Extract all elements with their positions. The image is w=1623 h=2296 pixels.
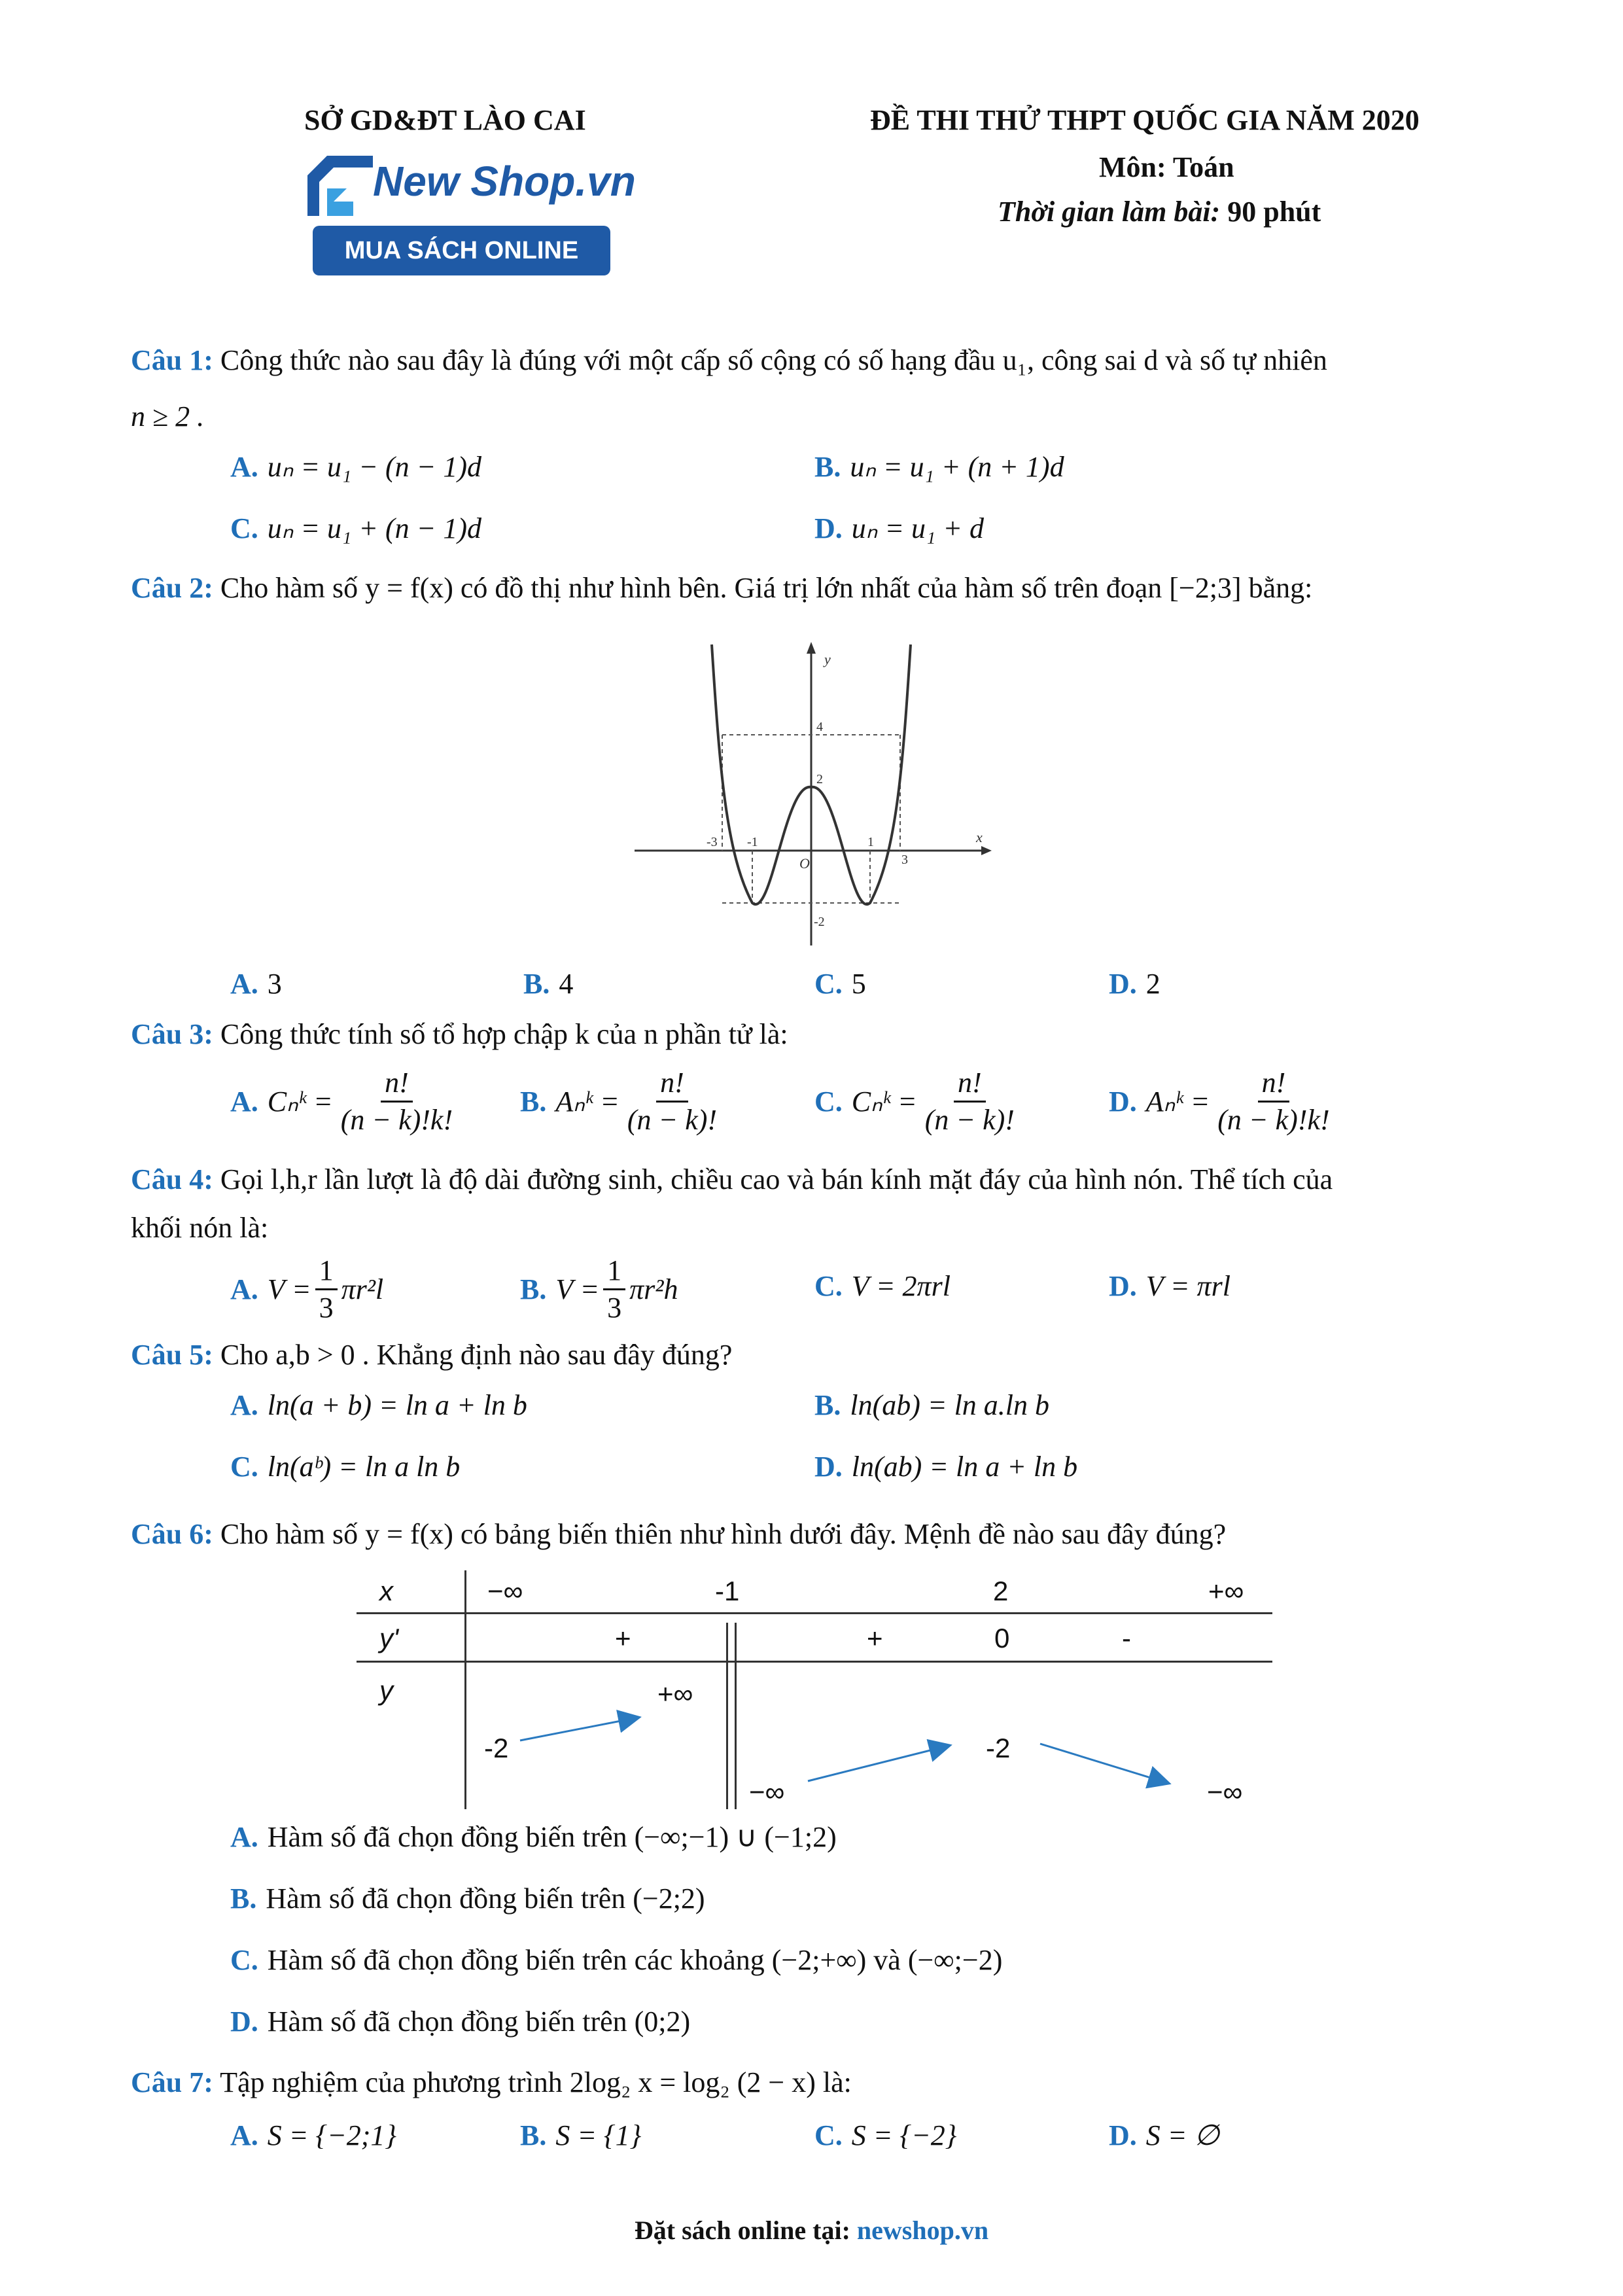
option-value: Hàm số đã chọn đồng biến trên (0;2) bbox=[267, 2005, 691, 2038]
option-value: 5 bbox=[851, 968, 866, 1000]
option-lhs: V = bbox=[555, 1273, 600, 1305]
option-letter: C. bbox=[230, 1944, 258, 1976]
q5-option-c[interactable] bbox=[230, 1450, 460, 1483]
option-fraction bbox=[337, 1065, 457, 1138]
option-letter: C. bbox=[814, 2119, 843, 2151]
footer-link[interactable]: newshop.vn bbox=[856, 2216, 989, 2245]
exam-time bbox=[998, 195, 1321, 228]
graph-tick-neg1: -1 bbox=[747, 835, 758, 849]
q1-label: Câu 1: bbox=[131, 344, 213, 376]
table-y-header: y bbox=[379, 1675, 393, 1706]
frac-num: n! bbox=[381, 1065, 413, 1103]
option-letter: C. bbox=[230, 1451, 258, 1483]
option-letter: D. bbox=[230, 2005, 258, 2038]
option-lhs: V = bbox=[267, 1273, 311, 1305]
footer bbox=[0, 2215, 1623, 2246]
graph-origin-label: O bbox=[799, 855, 810, 872]
table-yp-header: y' bbox=[379, 1623, 399, 1653]
graph-tick-neg2: -2 bbox=[814, 915, 825, 929]
table-arrows bbox=[357, 1570, 1272, 1809]
option-value: 3 bbox=[267, 968, 282, 1000]
function-graph bbox=[628, 638, 994, 952]
logo-arrow-icon bbox=[307, 156, 373, 216]
q1-text: Công thức nào sau đây là đúng với một cấp số cộng có số hạng đầu u₁, công sai d và số tự nhiên bbox=[220, 344, 1327, 376]
option-value: 4 bbox=[559, 968, 574, 1000]
q4-text-cont: khối nón là: bbox=[131, 1212, 269, 1244]
q1-option-a[interactable] bbox=[230, 450, 481, 484]
option-value: uₙ = u₁ + d bbox=[851, 512, 984, 544]
q5-option-b[interactable] bbox=[814, 1388, 1049, 1422]
option-value: V = 2πrl bbox=[851, 1270, 951, 1302]
option-fraction bbox=[1213, 1065, 1333, 1138]
q2-label: Câu 2: bbox=[131, 572, 213, 604]
question-7 bbox=[131, 2062, 852, 2103]
q6-text: Cho hàm số y = f(x) có bảng biến thiên như hình dưới đây. Mệnh đề nào sau đây đúng? bbox=[220, 1518, 1227, 1550]
q2-option-a[interactable] bbox=[230, 967, 282, 1000]
option-lhs: Cₙᵏ = bbox=[267, 1086, 333, 1118]
frac-den: 3 bbox=[607, 1292, 622, 1324]
option-letter: A. bbox=[230, 1389, 258, 1421]
q5-option-a[interactable] bbox=[230, 1388, 527, 1422]
graph-tick-3: 3 bbox=[901, 853, 908, 867]
option-letter: B. bbox=[814, 1389, 841, 1421]
graph-tick-4: 4 bbox=[816, 720, 823, 734]
option-value: S = ∅ bbox=[1145, 2119, 1219, 2151]
option-letter: B. bbox=[520, 1086, 547, 1118]
q4-option-b[interactable] bbox=[520, 1253, 678, 1326]
question-5 bbox=[131, 1335, 732, 1375]
option-fraction bbox=[623, 1065, 721, 1138]
table-sign: + bbox=[867, 1623, 883, 1653]
logo-text: New Shop.vn bbox=[373, 158, 636, 205]
q2-option-b[interactable] bbox=[523, 967, 573, 1000]
q3-option-b[interactable] bbox=[520, 1065, 725, 1138]
option-letter: C. bbox=[814, 968, 843, 1000]
option-letter: C. bbox=[814, 1086, 843, 1118]
option-value: ln(ab) = ln a + ln b bbox=[851, 1451, 1078, 1483]
q1-option-c[interactable] bbox=[230, 512, 481, 545]
q4-text: Gọi l,h,r lần lượt là độ dài đường sinh, chiều cao và bán kính mặt đáy của hình nón. Thể tích của bbox=[220, 1163, 1333, 1195]
graph-tick-1: 1 bbox=[867, 835, 874, 849]
option-letter: D. bbox=[1109, 968, 1137, 1000]
variation-table bbox=[357, 1570, 1272, 1809]
q3-option-a[interactable] bbox=[230, 1065, 461, 1138]
q1-text-cont: n ≥ 2 . bbox=[131, 400, 205, 433]
graph-tick-2: 2 bbox=[816, 772, 823, 786]
time-label: Thời gian làm bài: bbox=[998, 196, 1221, 228]
option-value: S = {−2;1} bbox=[267, 2119, 397, 2151]
option-letter: C. bbox=[230, 512, 258, 544]
option-letter: D. bbox=[1109, 2119, 1137, 2151]
table-sign: - bbox=[1122, 1623, 1131, 1653]
table-y-value: -2 bbox=[484, 1733, 509, 1763]
option-value: uₙ = u₁ − (n − 1)d bbox=[267, 451, 481, 483]
frac-den: 3 bbox=[319, 1292, 334, 1324]
q6-label: Câu 6: bbox=[131, 1518, 213, 1550]
frac-num: 1 bbox=[315, 1253, 338, 1290]
option-value: S = {−2} bbox=[851, 2119, 957, 2151]
exam-subject: Môn: Toán bbox=[1099, 151, 1234, 183]
q4-label: Câu 4: bbox=[131, 1163, 213, 1195]
option-fraction bbox=[921, 1065, 1019, 1138]
q7-option-a[interactable] bbox=[230, 2119, 396, 2152]
frac-num: 1 bbox=[603, 1253, 625, 1290]
option-letter: C. bbox=[814, 1270, 843, 1302]
option-letter: D. bbox=[814, 1451, 843, 1483]
option-value: Hàm số đã chọn đồng biến trên các khoảng (−2;+∞) và (−∞;−2) bbox=[267, 1944, 1003, 1976]
frac-den: (n − k)!k! bbox=[1217, 1104, 1330, 1136]
frac-num: n! bbox=[656, 1065, 688, 1103]
graph-tick-neg3: -3 bbox=[707, 835, 718, 849]
option-letter: B. bbox=[814, 451, 841, 483]
option-fraction bbox=[315, 1253, 338, 1326]
frac-den: (n − k)! bbox=[924, 1104, 1015, 1136]
table-x-value: +∞ bbox=[1208, 1576, 1244, 1606]
option-letter: B. bbox=[520, 2119, 547, 2151]
option-letter: A. bbox=[230, 1086, 258, 1118]
option-letter: D. bbox=[1109, 1086, 1137, 1118]
option-letter: B. bbox=[520, 1273, 547, 1305]
q2-text: Cho hàm số y = f(x) có đồ thị như hình bên. Giá trị lớn nhất của hàm số trên đoạn [−2;3] bằng: bbox=[220, 572, 1313, 604]
table-sign: 0 bbox=[994, 1623, 1010, 1653]
option-fraction bbox=[603, 1253, 625, 1326]
q7-option-b[interactable] bbox=[520, 2119, 641, 2152]
school-name: SỞ GD&ĐT LÀO CAI bbox=[304, 104, 586, 136]
question-2 bbox=[131, 568, 1312, 609]
question-3 bbox=[131, 1014, 788, 1055]
option-letter: D. bbox=[1109, 1270, 1137, 1302]
option-value: uₙ = u₁ + (n − 1)d bbox=[267, 512, 481, 544]
option-rhs: πr²h bbox=[629, 1273, 678, 1305]
option-letter: A. bbox=[230, 1273, 258, 1305]
q3-text: Công thức tính số tổ hợp chập k của n phần tử là: bbox=[220, 1018, 788, 1050]
graph-x-label: x bbox=[976, 829, 983, 845]
q1-option-b[interactable] bbox=[814, 450, 1064, 484]
frac-den: (n − k)! bbox=[627, 1104, 718, 1136]
option-value: Hàm số đã chọn đồng biến trên (−2;2) bbox=[266, 1882, 705, 1915]
option-value: ln(aᵇ) = ln a ln b bbox=[267, 1451, 461, 1483]
option-value: Hàm số đã chọn đồng biến trên (−∞;−1) ∪ (−1;2) bbox=[267, 1821, 837, 1853]
frac-den: (n − k)!k! bbox=[340, 1104, 453, 1136]
q4-option-a[interactable] bbox=[230, 1253, 383, 1326]
exam-title: ĐỀ THI THỬ THPT QUỐC GIA NĂM 2020 bbox=[870, 104, 1420, 136]
table-x-header: x bbox=[379, 1576, 393, 1606]
table-y-value: -2 bbox=[986, 1733, 1011, 1763]
option-value: uₙ = u₁ + (n + 1)d bbox=[850, 451, 1064, 483]
option-letter: A. bbox=[230, 451, 258, 483]
frac-num: n! bbox=[954, 1065, 986, 1103]
table-x-value: −∞ bbox=[487, 1576, 523, 1606]
option-letter: A. bbox=[230, 2119, 258, 2151]
q5-option-d[interactable] bbox=[814, 1450, 1077, 1483]
option-value: ln(a + b) = ln a + ln b bbox=[267, 1389, 527, 1421]
option-letter: B. bbox=[230, 1882, 257, 1915]
option-value: S = {1} bbox=[555, 2119, 642, 2151]
q7-option-c[interactable] bbox=[814, 2119, 956, 2152]
q7-label: Câu 7: bbox=[131, 2066, 213, 2098]
table-y-value: −∞ bbox=[749, 1776, 785, 1807]
table-y-value: −∞ bbox=[1207, 1776, 1243, 1807]
option-letter: A. bbox=[230, 1821, 258, 1853]
option-rhs: πr²l bbox=[341, 1273, 384, 1305]
q5-text: Cho a,b > 0 . Khẳng định nào sau đây đúng? bbox=[220, 1339, 733, 1371]
time-value: 90 phút bbox=[1227, 196, 1321, 228]
option-letter: D. bbox=[814, 512, 843, 544]
q4-option-c[interactable] bbox=[814, 1269, 951, 1303]
q6-option-d[interactable] bbox=[230, 2005, 690, 2038]
frac-num: n! bbox=[1258, 1065, 1290, 1103]
option-value: ln(ab) = ln a.ln b bbox=[850, 1389, 1050, 1421]
option-letter: B. bbox=[523, 968, 550, 1000]
option-value: V = πrl bbox=[1145, 1270, 1230, 1302]
q1-option-d[interactable] bbox=[814, 512, 984, 545]
q3-label: Câu 3: bbox=[131, 1018, 213, 1050]
q7-option-d[interactable] bbox=[1109, 2119, 1219, 2152]
buy-online-badge[interactable]: MUA SÁCH ONLINE bbox=[313, 226, 610, 275]
q6-option-b[interactable] bbox=[230, 1882, 705, 1915]
q3-option-c[interactable] bbox=[814, 1065, 1022, 1138]
table-sign: + bbox=[615, 1623, 631, 1653]
table-x-value: -1 bbox=[715, 1576, 740, 1606]
q6-option-c[interactable] bbox=[230, 1943, 1002, 1977]
question-1 bbox=[131, 340, 1327, 381]
option-lhs: Cₙᵏ = bbox=[851, 1086, 917, 1118]
option-lhs: Aₙᵏ = bbox=[555, 1086, 620, 1118]
question-6 bbox=[131, 1514, 1226, 1555]
q2-option-c[interactable] bbox=[814, 967, 866, 1000]
q7-text: Tập nghiệm của phương trình 2log₂ x = log₂ (2 − x) là: bbox=[220, 2066, 852, 2098]
q3-option-d[interactable] bbox=[1109, 1065, 1338, 1138]
option-letter: A. bbox=[230, 968, 258, 1000]
question-4 bbox=[131, 1159, 1333, 1200]
option-lhs: Aₙᵏ = bbox=[1145, 1086, 1210, 1118]
option-value: 2 bbox=[1145, 968, 1161, 1000]
table-x-value: 2 bbox=[993, 1576, 1009, 1606]
q6-option-a[interactable] bbox=[230, 1820, 837, 1854]
q2-option-d[interactable] bbox=[1109, 967, 1161, 1000]
graph-y-label: y bbox=[824, 651, 831, 667]
q4-option-d[interactable] bbox=[1109, 1269, 1230, 1303]
footer-label: Đặt sách online tại: bbox=[634, 2216, 850, 2245]
table-y-value: +∞ bbox=[657, 1678, 693, 1709]
q5-label: Câu 5: bbox=[131, 1339, 213, 1371]
